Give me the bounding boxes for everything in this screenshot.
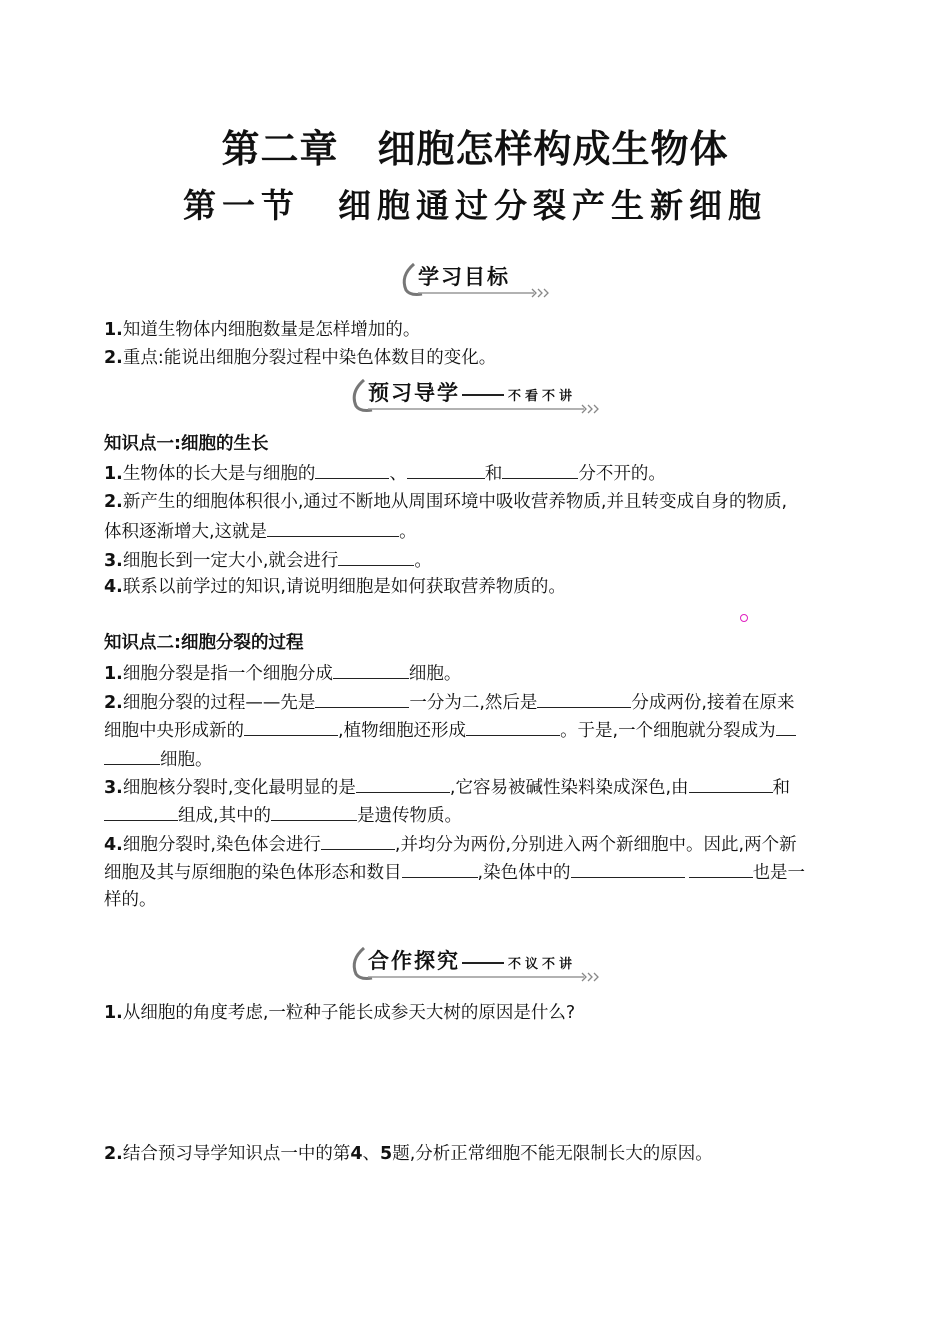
answer-blank[interactable]: [402, 857, 478, 878]
banner-title: 学习目标: [418, 264, 510, 289]
kp2-q1: 1.细胞分裂是指一个细胞分成 细胞。: [104, 658, 852, 688]
kp2-q3: 3.细胞核分裂时,变化最明显的是 ,它容易被碱性染料染成深色,由 和: [104, 772, 852, 802]
kp2-q2-cont: 细胞中央形成新的 ,植物细胞还形成 。于是,一个细胞就分裂成为: [104, 715, 852, 745]
answer-blank[interactable]: [689, 772, 773, 793]
answer-blank[interactable]: [571, 857, 685, 878]
answer-blank[interactable]: [315, 458, 389, 479]
answer-blank[interactable]: [689, 857, 753, 878]
kp2-q4-cont2: 样的。: [104, 890, 157, 910]
answer-blank[interactable]: [104, 800, 178, 821]
answer-blank[interactable]: [321, 829, 395, 850]
answer-blank[interactable]: [356, 772, 450, 793]
section-name: 细胞通过分裂产生新细胞: [338, 186, 767, 225]
section-title: [0, 180, 950, 227]
answer-blank[interactable]: [338, 545, 414, 566]
kp2-q2-cont2: 细胞。: [104, 744, 852, 774]
answer-blank[interactable]: [466, 715, 560, 736]
objective-item: 1.知道生物体内细胞数量是怎样增加的。: [104, 320, 421, 340]
explore-q1: 1.从细胞的角度考虑,一粒种子能长成参天大树的原因是什么?: [104, 1003, 576, 1023]
explore-q2: 2.结合预习导学知识点一中的第4、5题,分析正常细胞不能无限制长大的原因。: [104, 1144, 713, 1164]
pink-marker-dot: [740, 614, 748, 622]
answer-blank[interactable]: [267, 516, 399, 537]
kp1-q1: 1.生物体的长大是与细胞的 、 和 分不开的。: [104, 458, 852, 488]
section-label: 第一节: [183, 186, 300, 225]
kp2-q4: 4.细胞分裂时,染色体会进行 ,并均分为两份,分别进入两个新细胞中。因此,两个新: [104, 829, 852, 859]
cooperate-banner: [346, 942, 606, 982]
banner-title: 预习导学: [368, 380, 460, 405]
kp1-q3: 3.细胞长到一定大小,就会进行 。: [104, 545, 852, 575]
banner-title: 合作探究: [368, 948, 460, 973]
answer-blank[interactable]: [244, 715, 338, 736]
kp2-q2: 2.细胞分裂的过程——先是 一分为二,然后是 分成两份,接着在原来: [104, 687, 852, 717]
kp1-heading: 知识点一:细胞的生长: [104, 434, 269, 454]
chapter-title: 第二章 细胞怎样构成生物体: [221, 127, 729, 171]
answer-blank[interactable]: [407, 458, 485, 479]
objective-item: 2.重点:能说出细胞分裂过程中染色体数目的变化。: [104, 348, 497, 368]
kp1-q2-cont: 体积逐渐增大,这就是 。: [104, 516, 852, 546]
kp2-heading: 知识点二:细胞分裂的过程: [104, 633, 304, 653]
answer-blank[interactable]: [104, 744, 160, 765]
banner-subtitle: 不看不讲: [508, 389, 577, 404]
answer-blank[interactable]: [502, 458, 578, 479]
kp2-q4-cont: 细胞及其与原细胞的染色体形态和数目 ,染色体中的 也是一: [104, 857, 852, 887]
kp1-q2: 2.新产生的细胞体积很小,通过不断地从周围环境中吸收营养物质,并且转变成自身的物质,: [104, 492, 788, 512]
banner-subtitle: 不议不讲: [508, 957, 577, 972]
preview-banner: [346, 374, 606, 414]
kp1-q4: 4.联系以前学过的知识,请说明细胞是如何获取营养物质的。: [104, 577, 566, 597]
answer-blank[interactable]: [776, 715, 796, 736]
answer-blank[interactable]: [537, 687, 631, 708]
answer-blank[interactable]: [271, 800, 357, 821]
answer-blank[interactable]: [333, 658, 409, 679]
kp2-q3-cont: 组成,其中的 是遗传物质。: [104, 800, 852, 830]
answer-blank[interactable]: [315, 687, 409, 708]
objectives-banner: [396, 258, 556, 298]
